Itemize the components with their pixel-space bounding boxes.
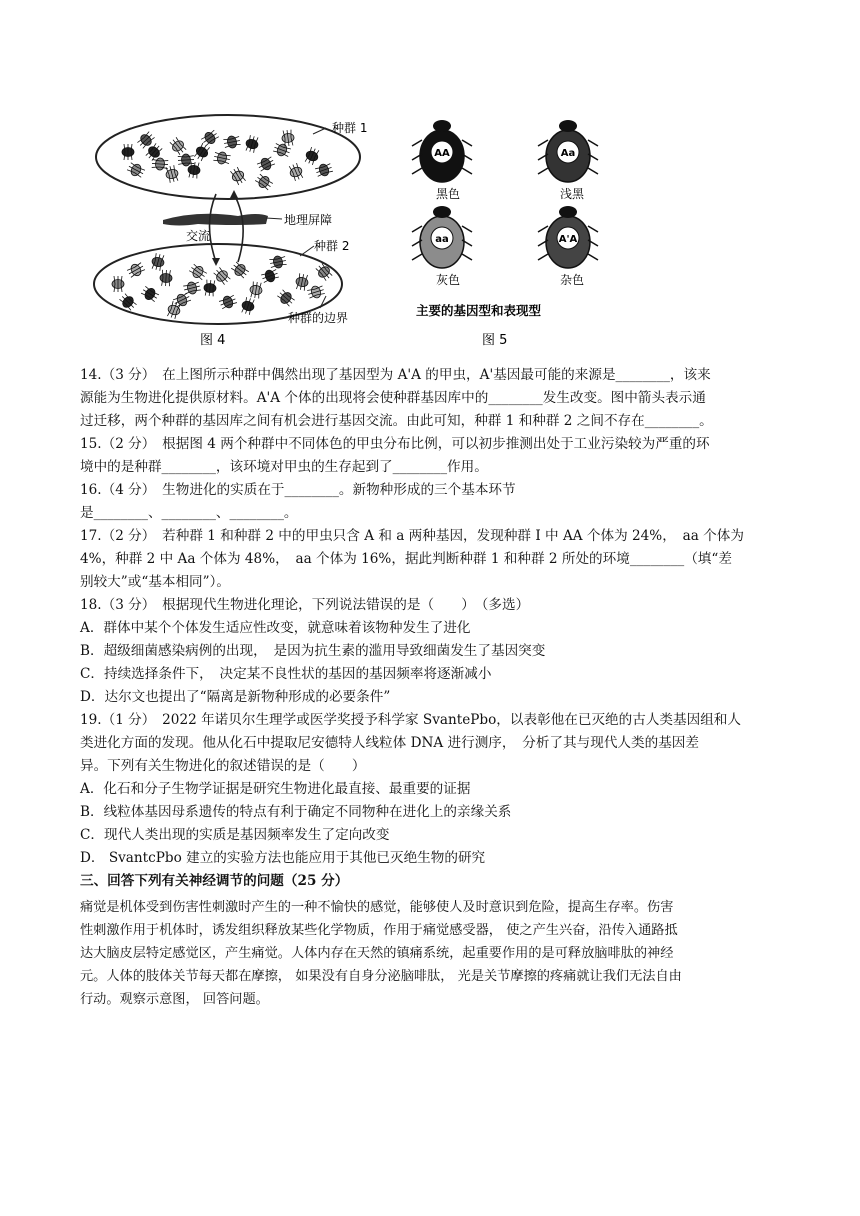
- small-beetle-icon: [164, 165, 180, 184]
- small-beetle-icon: [160, 270, 173, 287]
- small-beetle-icon: [294, 273, 309, 291]
- answer-option: C．现代人类出现的实质是基因频率发生了定向改变: [80, 827, 390, 843]
- figure-4-caption: 图 4: [200, 333, 226, 348]
- boundary-label: 种群的边界: [288, 311, 349, 325]
- small-beetle-icon: [203, 279, 217, 296]
- small-beetle-icon: [150, 253, 166, 272]
- beetle-genotype-label: A'A: [558, 234, 578, 245]
- exchange-label: 交流: [186, 229, 211, 243]
- small-beetle-icon: [126, 261, 146, 279]
- small-beetle-icon: [193, 142, 212, 162]
- beetle-genotype-label: Aa: [560, 148, 576, 159]
- questions-block: [80, 364, 780, 893]
- exchange-arrow-down: [210, 194, 217, 262]
- population-2-beetles: [112, 253, 334, 320]
- small-beetle-icon: [213, 150, 231, 165]
- small-beetle-icon: [122, 144, 134, 160]
- beetle-Aa-icon: [538, 120, 598, 201]
- figure-5-caption: 图 5: [482, 333, 508, 348]
- question-line: 16.（4 分） 生物进化的实质在于________。新物种形成的三个基本环节: [80, 482, 516, 498]
- small-beetle-icon: [152, 157, 169, 170]
- answer-option: D．达尔文也提出了“隔离是新物种形成的必要条件”: [80, 689, 391, 705]
- population-1-label: 种群 1: [332, 121, 368, 135]
- small-beetle-icon: [112, 276, 124, 292]
- small-beetle-icon: [168, 136, 187, 156]
- small-beetle-icon: [218, 293, 237, 310]
- small-beetle-icon: [230, 260, 250, 279]
- geographic-barrier: [163, 214, 268, 226]
- small-beetle-icon: [256, 155, 276, 173]
- paragraph-line: 元。人体的肢体关节每天都在摩擦， 如果没有自身分泌脑啡肽， 光是关节摩擦的疼痛就让我们无法自由: [80, 969, 682, 984]
- paragraph-line: 痛觉是机体受到伤害性刺激时产生的一种不愉快的感觉，能够使人及时意识到危险，提高生存率。伤害: [80, 900, 674, 915]
- small-beetle-icon: [200, 128, 220, 147]
- question-line: 4%，种群 2 中 Aa 个体为 48%， aa 个体为 16%，据此判断种群 1 和种群 2 所处的环境________（填“差: [80, 551, 732, 567]
- section-title: 三、回答下列有关神经调节的问题（25 分）: [80, 873, 349, 889]
- figure-5-beetle-genotypes: [410, 112, 610, 352]
- question-line: 源能为生物进化提供原材料。A'A 个体的出现将会使种群基因库中的________发生改变。图中箭头表示通: [80, 390, 706, 406]
- paragraph-line: 行动。观察示意图， 回答问题。: [80, 992, 269, 1007]
- small-beetle-icon: [244, 135, 260, 154]
- beetle-genotype-label: aa: [435, 234, 449, 245]
- small-beetle-icon: [126, 161, 146, 179]
- paragraph-line: 达大脑皮层特定感觉区，产生痛觉。人体内存在天然的镇痛系统，起重要作用的是可释放脑啡肽的神经: [80, 946, 674, 961]
- question-line: 过迁移，两个种群的基因库之间有机会进行基因交流。由此可知，种群 1 和种群 2 之间不存在________。: [80, 413, 713, 429]
- population-1-beetles: [122, 128, 334, 191]
- small-beetle-icon: [140, 285, 160, 304]
- question-line: 是________、________、________。: [80, 505, 298, 521]
- population-1-ellipse: [96, 115, 360, 199]
- answer-option: D． SvantcPbo 建立的实验方法也能应用于其他已灭绝生物的研究: [80, 850, 486, 866]
- population-2-label: 种群 2: [314, 239, 350, 253]
- question-line: 别较大”或“基本相同”）。: [80, 574, 230, 590]
- question-line: 19.（1 分） 2022 年诺贝尔生理学或医学奖授予科学家 SvantePbo，以表彰他在已灭绝的古人类基因组和人: [80, 712, 741, 728]
- small-beetle-icon: [260, 268, 279, 285]
- small-beetle-icon: [269, 255, 287, 270]
- small-beetle-icon: [249, 281, 263, 299]
- small-beetle-icon: [287, 162, 304, 181]
- section-paragraph: [80, 896, 785, 1011]
- question-line: 17.（2 分） 若种群 1 和种群 2 中的甲虫只含 A 和 a 两种基因，发现种群 I 中 AA 个体为 24%， aa 个体为: [80, 528, 744, 544]
- answer-option: A．化石和分子生物学证据是研究生物进化最直接、最重要的证据: [80, 781, 471, 797]
- beetle-phenotype-label: 黑色: [435, 187, 461, 201]
- question-line: 异。下列有关生物进化的叙述错误的是（ ）: [80, 758, 366, 774]
- question-line: 类进化方面的发现。他从化石中提取尼安德特人线粒体 DNA 进行测序， 分析了其与现代人类的基因差: [80, 735, 699, 751]
- small-beetle-icon: [314, 262, 333, 282]
- small-beetle-icon: [314, 162, 333, 179]
- figure-4-population-diagram: [88, 112, 388, 352]
- question-line: 14.（3 分） 在上图所示种群中偶然出现了基因型为 A'A 的甲虫，A'基因最可能的来源是________，该来: [80, 367, 711, 383]
- small-beetle-icon: [303, 146, 320, 165]
- beetle-genotype-label: AA: [434, 148, 450, 159]
- answer-option: C．持续选择条件下， 决定某不良性状的基因的基因频率将逐渐减小: [80, 666, 492, 682]
- answer-option: B．线粒体基因母系遗传的特点有利于确定不同物种在进化上的亲缘关系: [80, 804, 512, 820]
- paragraph-line: 性刺激作用于机体时，诱发组织释放某些化学物质，作用于痛觉感受器， 使之产生兴奋，沿传入通路抵: [80, 923, 678, 938]
- beetle-phenotype-label: 灰色: [435, 273, 461, 287]
- beetle-phenotype-label: 浅黑: [559, 187, 585, 201]
- small-beetle-icon: [178, 154, 195, 167]
- figure-5-subtitle: 主要的基因型和表现型: [416, 303, 542, 318]
- small-beetle-icon: [307, 284, 326, 300]
- small-beetle-icon: [254, 172, 274, 191]
- answer-option: B．超级细菌感染病例的出现， 是因为抗生素的滥用导致细菌发生了基因突变: [80, 643, 546, 659]
- question-line: 境中的是种群________，该环境对甲虫的生存起到了________作用。: [80, 459, 488, 475]
- small-beetle-icon: [276, 288, 296, 308]
- answer-option: A．群体中某个个体发生适应性改变，就意味着该物种发生了进化: [80, 620, 471, 636]
- question-line: 15.（2 分） 根据图 4 两个种群中不同体色的甲虫分布比例，可以初步推测出处于工业污染较为严重的环: [80, 436, 710, 452]
- small-beetle-icon: [188, 262, 208, 281]
- exchange-arrow-up: [234, 194, 243, 262]
- beetle-AprimeA-icon: [538, 206, 598, 287]
- small-beetle-icon: [240, 297, 256, 316]
- beetle-AA-icon: [412, 120, 472, 201]
- small-beetle-icon: [229, 166, 248, 186]
- barrier-label: 地理屏障: [284, 213, 333, 227]
- beetle-phenotype-label: 杂色: [559, 273, 585, 287]
- beetle-aa-icon: [412, 206, 472, 287]
- small-beetle-icon: [223, 135, 241, 150]
- question-line: 18.（3 分） 根据现代生物进化理论，下列说法错误的是（ ） （多选）: [80, 597, 530, 613]
- small-beetle-icon: [183, 280, 201, 296]
- small-beetle-icon: [212, 266, 232, 286]
